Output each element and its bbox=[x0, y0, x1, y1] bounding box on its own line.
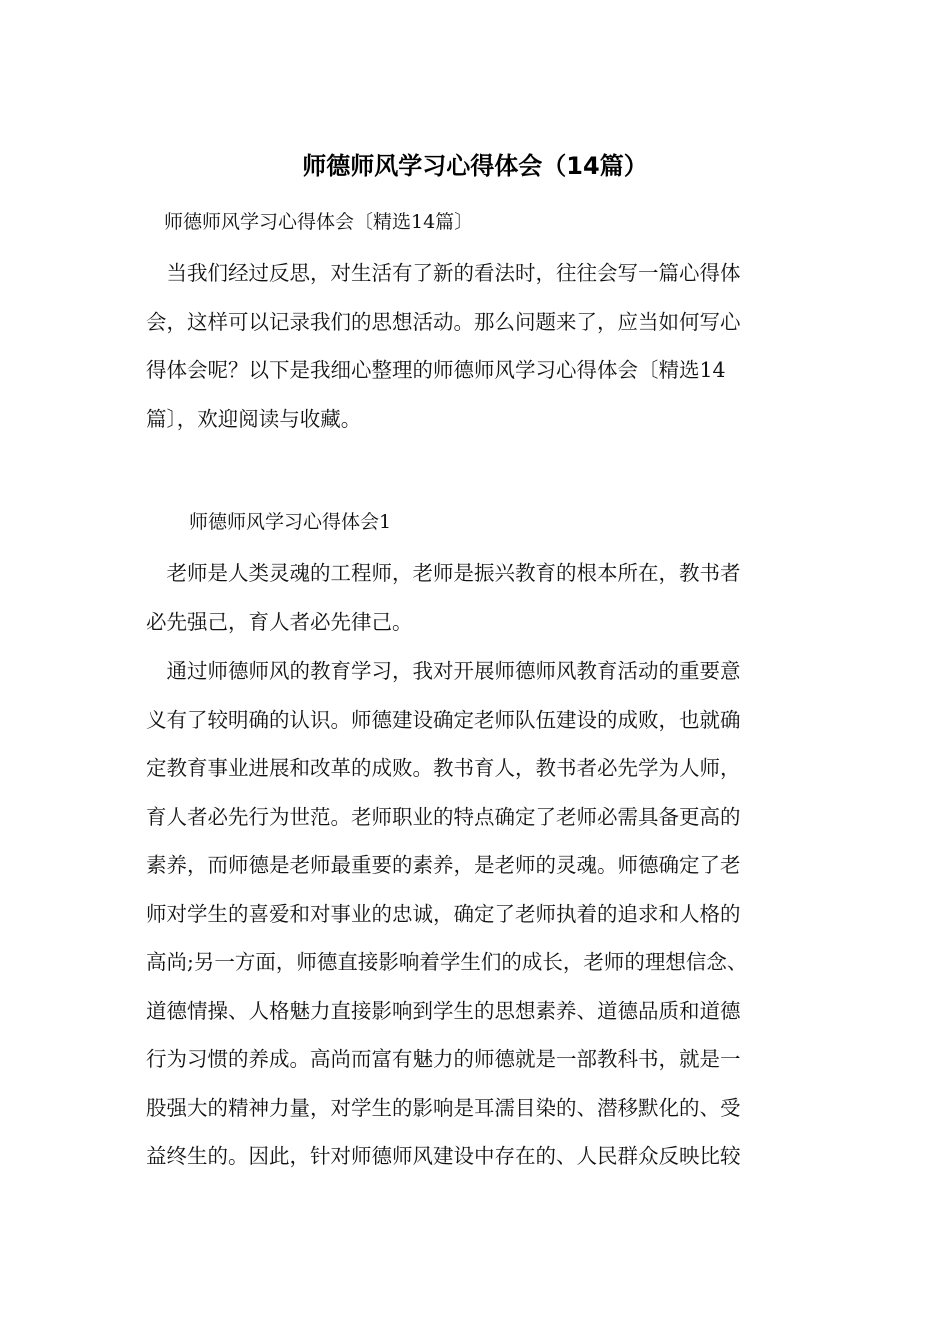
paragraph-line: 道德情操、人格魅力直接影响到学生的思想素养、道德品质和道德 bbox=[146, 998, 741, 1023]
paragraph-line: 高尚;另一方面，师德直接影响着学生们的成长，老师的理想信念、 bbox=[146, 950, 748, 974]
paragraph-line: 育人者必先行为世范。老师职业的特点确定了老师必需具备更高的 bbox=[146, 804, 741, 829]
document-title: 师德师风学习心得体会（14篇） bbox=[302, 152, 648, 180]
section-heading: 师德师风学习心得体会1 bbox=[189, 511, 392, 533]
intro-line: 会，这样可以记录我们的思想活动。那么问题来了，应当如何写心 bbox=[146, 309, 741, 334]
intro-line: 当我们经过反思，对生活有了新的看法时，往往会写一篇心得体 bbox=[146, 261, 741, 285]
paragraph-line: 素养，而师德是老师最重要的素养，是老师的灵魂。师德确定了老 bbox=[146, 853, 741, 877]
paragraph-line: 益终生的。因此，针对师德师风建设中存在的、人民群众反映比较 bbox=[146, 1144, 741, 1168]
paragraph-line: 必先强己，育人者必先律己。 bbox=[146, 609, 413, 634]
paragraph-line: 义有了较明确的认识。师德建设确定老师队伍建设的成败，也就确 bbox=[146, 707, 741, 732]
paragraph-line: 老师是人类灵魂的工程师，老师是振兴教育的根本所在，教书者 bbox=[146, 561, 741, 585]
paragraph-line: 定教育事业进展和改革的成败。教书育人，教书者必先学为人师， bbox=[146, 756, 741, 780]
intro-line: 篇〕，欢迎阅读与收藏。 bbox=[146, 406, 362, 431]
intro-line: 得体会呢？以下是我细心整理的师德师风学习心得体会〔精选14 bbox=[146, 358, 726, 382]
paragraph-line: 师对学生的喜爱和对事业的忠诚，确定了老师执着的追求和人格的 bbox=[146, 901, 741, 926]
document-subtitle: 师德师风学习心得体会〔精选14篇〕 bbox=[164, 211, 474, 233]
intro-paragraph bbox=[146, 249, 806, 443]
paragraph-line: 股强大的精神力量，对学生的影响是耳濡目染的、潜移默化的、受 bbox=[146, 1095, 741, 1120]
paragraph-2 bbox=[146, 647, 806, 1181]
paragraph-1 bbox=[146, 549, 806, 646]
paragraph-line: 通过师德师风的教育学习，我对开展师德师风教育活动的重要意 bbox=[146, 659, 741, 683]
paragraph-line: 行为习惯的养成。高尚而富有魅力的师德就是一部教科书，就是一 bbox=[146, 1047, 741, 1071]
